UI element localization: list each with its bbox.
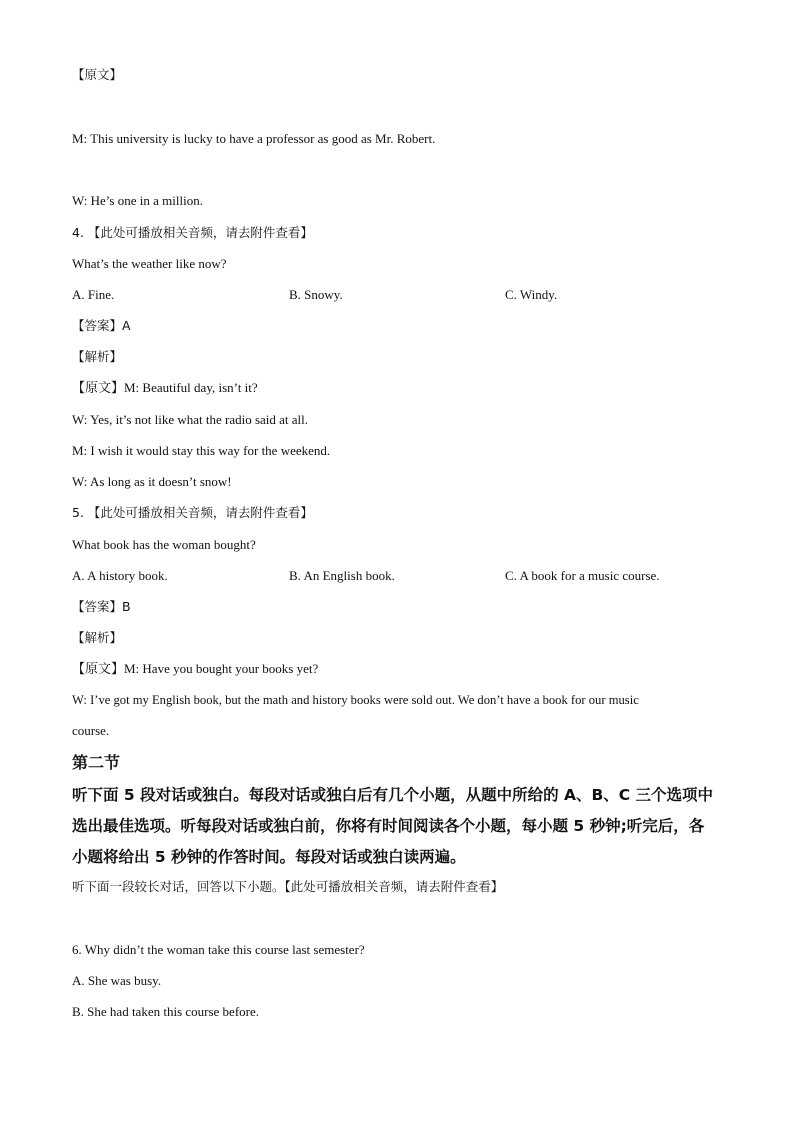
q5-option-a: A. A history book. bbox=[72, 568, 168, 583]
q4-option-a: A. Fine. bbox=[72, 287, 115, 302]
q5-transcript-line: W: I’ve got my English book, but the math and history books were sold out. We don’t have a book for our music bbox=[72, 693, 639, 707]
q3-transcript-line: W: He’s one in a million. bbox=[72, 193, 203, 208]
q4-question: What’s the weather like now? bbox=[72, 256, 227, 271]
q6-option-b: B. She had taken this course before. bbox=[72, 1004, 260, 1019]
q4-transcript-line: W: Yes, it’s not like what the radio said at all. bbox=[72, 412, 309, 427]
q5-heading: 5. 【此处可播放相关音频，请去附件查看】 bbox=[72, 505, 313, 520]
q4-option-c: C. Windy. bbox=[505, 287, 558, 302]
section-instructions-line: 选出最佳选项。听每段对话或独白前，你将有时间阅读各个小题，每小题 5 秒钟;听完后，各 bbox=[72, 817, 705, 835]
q4-transcript-line: W: As long as it doesn’t snow! bbox=[72, 474, 232, 489]
q4-heading: 4. 【此处可播放相关音频，请去附件查看】 bbox=[72, 225, 313, 240]
q4-transcript-line: 【原文】M: Beautiful day, isn’t it? bbox=[72, 380, 258, 395]
q5-transcript-line: course. bbox=[72, 723, 110, 738]
section-instructions-line: 听下面 5 段对话或独白。每段对话或独白后有几个小题，从题中所给的 A、B、C 三个选项中 bbox=[72, 786, 714, 804]
q5-question: What book has the woman bought? bbox=[72, 537, 256, 552]
q3-transcript-line: M: This university is lucky to have a professor as good as Mr. Robert. bbox=[72, 131, 436, 146]
q5-transcript-line: 【原文】M: Have you bought your books yet? bbox=[72, 661, 319, 676]
q5-analysis: 【解析】 bbox=[72, 630, 123, 645]
q4-transcript-line: M: I wish it would stay this way for the weekend. bbox=[72, 443, 331, 458]
q5-option-c: C. A book for a music course. bbox=[505, 568, 660, 583]
q6-question: 6. Why didn’t the woman take this course last semester? bbox=[72, 942, 365, 957]
listen-note: 听下面一段较长对话，回答以下小题。【此处可播放相关音频，请去附件查看】 bbox=[72, 879, 504, 894]
section-title: 第二节 bbox=[72, 753, 121, 772]
q5-option-b: B. An English book. bbox=[289, 568, 395, 583]
q4-answer: 【答案】A bbox=[72, 318, 131, 333]
q4-option-b: B. Snowy. bbox=[289, 287, 343, 302]
original-text-header: 【原文】 bbox=[72, 67, 123, 82]
q5-answer: 【答案】B bbox=[72, 599, 131, 614]
section-instructions-line: 小题将给出 5 秒钟的作答时间。每段对话或独白读两遍。 bbox=[72, 848, 466, 866]
q6-option-a: A. She was busy. bbox=[72, 973, 162, 988]
q4-analysis: 【解析】 bbox=[72, 349, 123, 364]
